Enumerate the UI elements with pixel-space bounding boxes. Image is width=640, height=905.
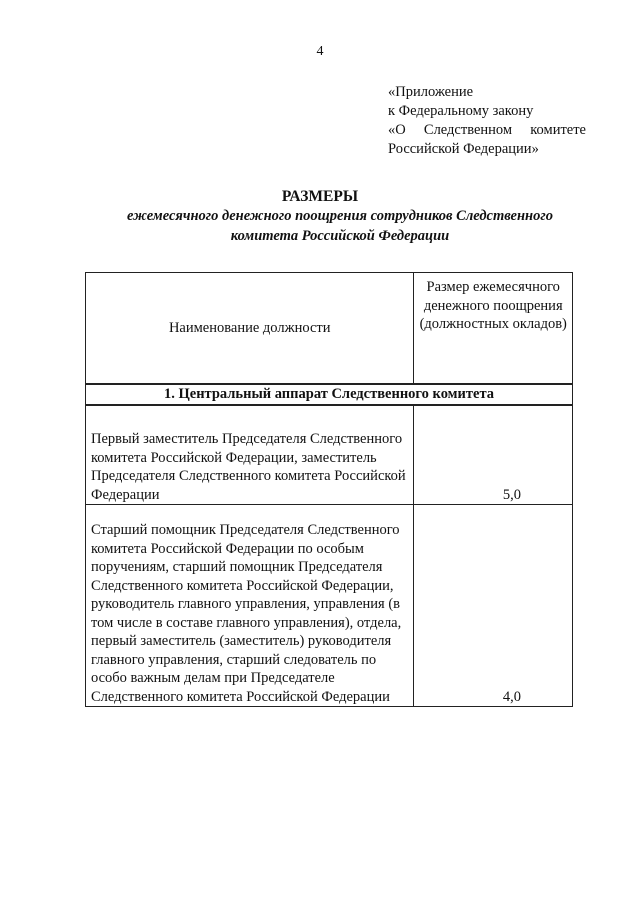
value-cell: 5,0 <box>414 405 573 505</box>
page-number: 4 <box>316 44 324 59</box>
appendix-line-1: «Приложение <box>388 84 474 100</box>
appendix-line-4: Российской Федерации» <box>388 141 539 157</box>
header-position-name: Наименование должности <box>86 273 414 385</box>
section-row <box>86 384 573 405</box>
table-row <box>86 505 573 707</box>
value-cell: 4,0 <box>414 505 573 707</box>
position-cell: Старший помощник Председателя Следственного комитета Российской Федерации по особым поручениям, старший помощник Председателя Следственного комитета Российской Федерации, руководитель главного управления, управления (в том числе в составе главного управления), отдела, первый заместитель (заместитель) руководителя главного управления, старший следователь по особо важным делам при Председателе Следственного комитета Российской Федерации <box>86 505 414 707</box>
document-subtitle: ежемесячного денежного поощрения сотрудников Следственного комитета Российской Федерации <box>127 208 553 244</box>
appendix-line-2: к Федеральному закону <box>388 103 534 119</box>
section-title: 1. Центральный аппарат Следственного комитета <box>86 384 573 405</box>
table-row <box>86 405 573 505</box>
payment-table <box>85 272 573 707</box>
header-payment-size: Размер ежемесячного денежного поощрения (должностных окладов) <box>414 273 573 385</box>
document-title: РАЗМЕРЫ <box>281 188 359 205</box>
table-header-row <box>86 273 573 385</box>
appendix-note <box>388 83 586 159</box>
appendix-line-3: «О Следственном комитете <box>388 122 586 138</box>
position-cell: Первый заместитель Председателя Следственного комитета Российской Федерации, заместитель Председателя Следственного комитета Российской Федерации <box>86 405 414 505</box>
